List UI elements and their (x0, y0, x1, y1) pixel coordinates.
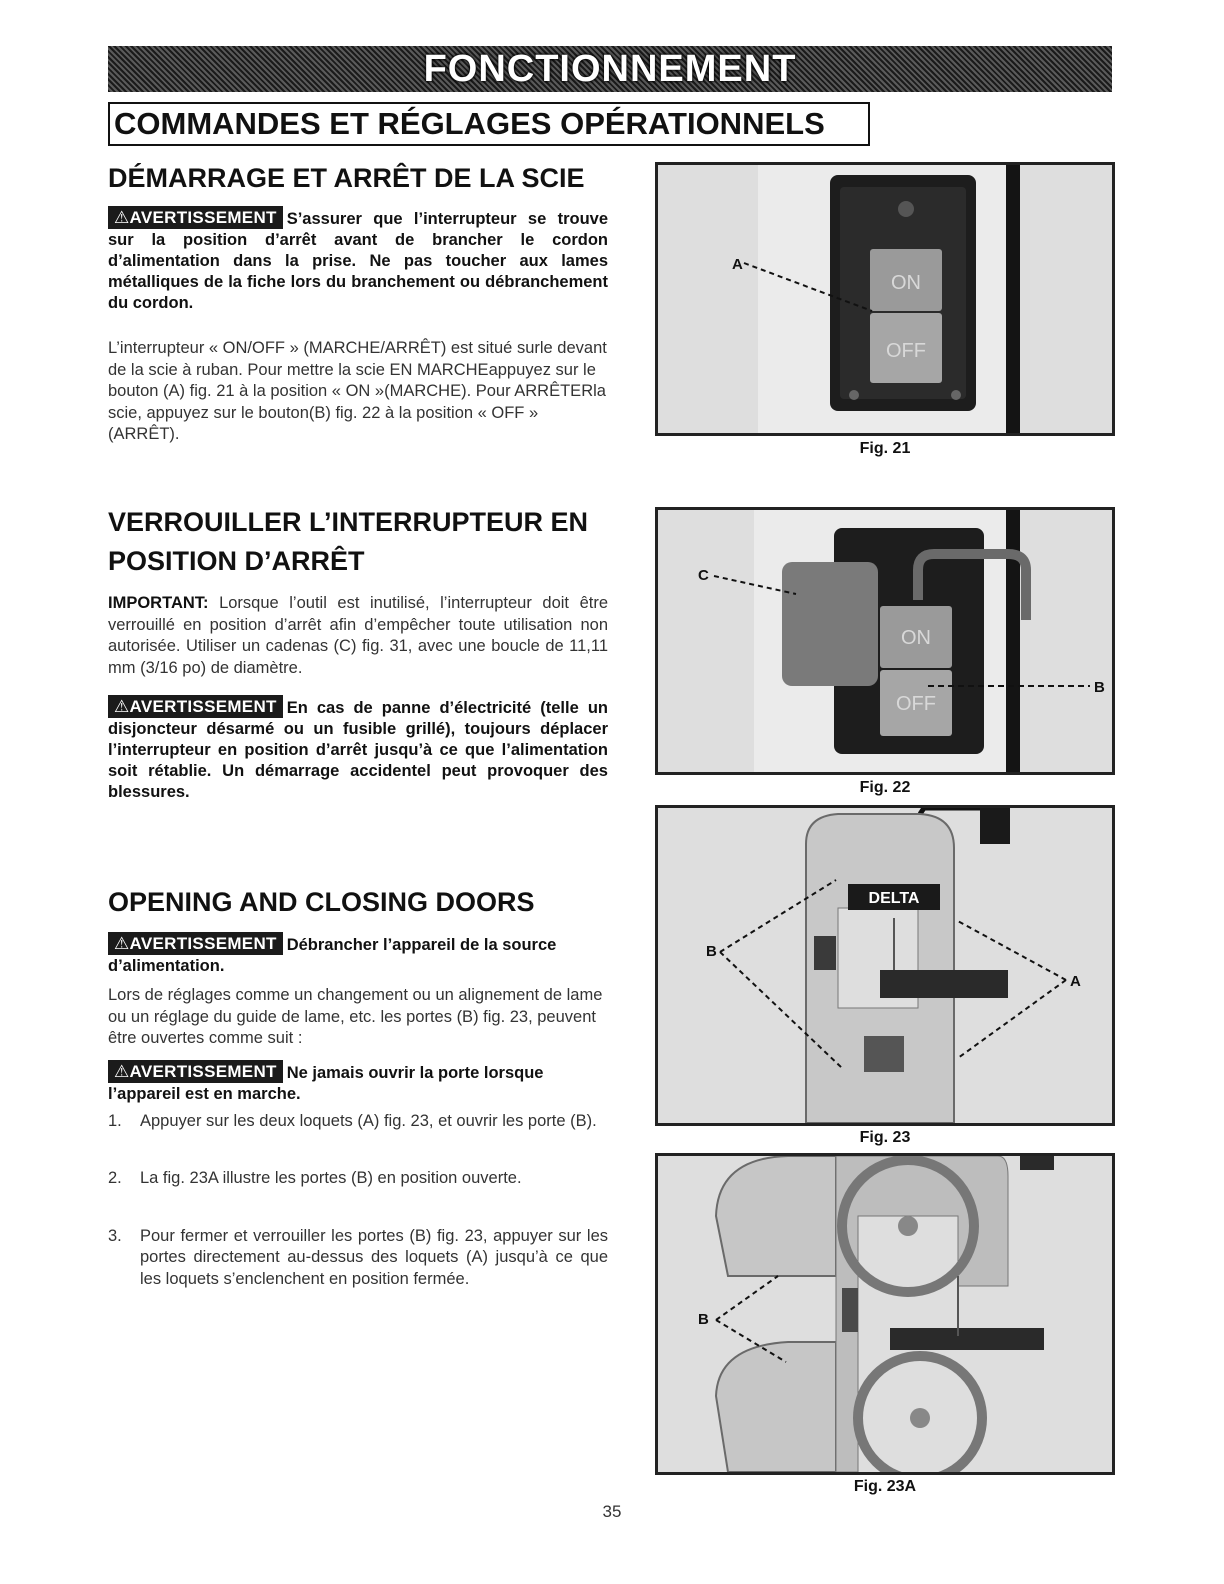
warning-badge: ⚠AVERTISSEMENT (108, 1060, 283, 1083)
label-c: C (698, 567, 709, 584)
section-title: COMMANDES ET RÉGLAGES OPÉRATIONNELS (114, 106, 825, 141)
important-note: IMPORTANT: Lorsque l’outil est inutilisé, l’interrupteur doit être verrouillé en position d’arrêt afin d’empêcher toute utilisation non autorisée. Utiliser un cadenas (C) fig. 31, avec une boucle de 11,11 mm (3/16 po) de diamètre. (108, 594, 608, 677)
fig22-caption: Fig. 22 (859, 779, 911, 796)
label-b: B (698, 1311, 709, 1328)
figure-23 (655, 805, 1115, 1126)
warning-badge: ⚠AVERTISSEMENT (108, 695, 283, 718)
lower-door (716, 1342, 836, 1472)
fig21-caption: Fig. 21 (859, 440, 911, 457)
section-start-stop (108, 160, 608, 446)
figure-21-main (655, 162, 1115, 436)
section-title-box (108, 102, 870, 146)
warning-block-4: ⚠AVERTISSEMENT Ne jamais ouvrir la porte lorsque l’appareil est en marche. (108, 1061, 544, 1103)
list-item: 2. La fig. 23A illustre les portes (B) en position ouverte. (108, 1169, 522, 1187)
figure-22 (655, 507, 1115, 775)
page-number: 35 (602, 1502, 622, 1521)
switch (814, 936, 836, 970)
fig23a-caption: Fig. 23A (853, 1478, 917, 1495)
warning-badge: ⚠AVERTISSEMENT (108, 206, 283, 229)
section-doors (108, 884, 608, 1290)
warning-badge: ⚠AVERTISSEMENT (108, 932, 283, 955)
list-item: 1. Appuyer sur les deux loquets (A) fig. 23, et ouvrir les porte (B). (108, 1111, 597, 1130)
warning-block-2: ⚠AVERTISSEMENT En cas de panne d’électricité (telle un disjoncteur désarmé ou un fusible grillé), toujours déplacer l’interrupteur en position d’arrêt jusqu’à ce que l’alimentation soit rétablie. Un démarrage accidentel peut provoquer des blessures. (108, 697, 608, 801)
label-a: A (732, 256, 743, 273)
label-a: A (1070, 973, 1081, 990)
section-lock-switch (108, 504, 608, 803)
header-banner (108, 46, 1112, 92)
warning-block-1: ⚠AVERTISSEMENT S’assurer que l’interrupteur se trouve sur la position d’arrêt avant de brancher le cordon d’alimentation dans la prise. Ne pas toucher aux lames métalliques de la fiche lors du branchement ou débranchement du cordon. (108, 208, 608, 312)
warning-block-3: ⚠AVERTISSEMENT Débrancher l’appareil de la source d’alimentation. (108, 934, 557, 975)
list-item: 3. Pour fermer et verrouiller les portes (B) fig. 23, appuyer sur les portes directement au-dessus des loquets (A) jusqu’à ce que les loquets s’enclenchent en position fermée. (108, 1226, 608, 1288)
brand-text: DELTA (868, 890, 920, 907)
fig23-caption: Fig. 23 (859, 1129, 911, 1146)
off-label: OFF (886, 340, 926, 362)
label-b: B (706, 943, 717, 960)
padlock-body (782, 562, 878, 686)
on-label: ON (901, 627, 931, 649)
steps-list (108, 1111, 608, 1291)
start-stop-body: L’interrupteur « ON/OFF » (MARCHE/ARRÊT) est situé surle devant de la scie à ruban. Pour mettre la scie EN MARCHEappuyez sur le bouton (A) fig. 21 à la position « ON »(MARCHE). Pour ARRÊTERla scie, appuyez sur le bouton(B) fig. 22 à la position « OFF » (ARRÊT). (108, 339, 607, 443)
off-label: OFF (896, 693, 936, 715)
upper-door (716, 1156, 836, 1276)
heading-start-stop: DÉMARRAGE ET ARRÊT DE LA SCIE (108, 163, 585, 193)
label-b: B (1094, 679, 1105, 696)
heading-lock-line2: POSITION D’ARRÊT (108, 546, 365, 576)
doors-body: Lors de réglages comme un changement ou un alignement de lame ou un réglage du guide de lame, etc. les portes (B) fig. 23, peuvent être ouvertes comme suit : (108, 986, 603, 1047)
on-label: ON (891, 272, 921, 294)
figure-23a (655, 1153, 1115, 1475)
banner-title: FONCTIONNEMENT (423, 47, 797, 90)
heading-doors: OPENING AND CLOSING DOORS (108, 887, 535, 917)
heading-lock-line1: VERROUILLER L’INTERRUPTEUR EN (108, 507, 589, 537)
saw-table (880, 970, 1008, 998)
saw-table (890, 1328, 1044, 1350)
vent (864, 1036, 904, 1072)
